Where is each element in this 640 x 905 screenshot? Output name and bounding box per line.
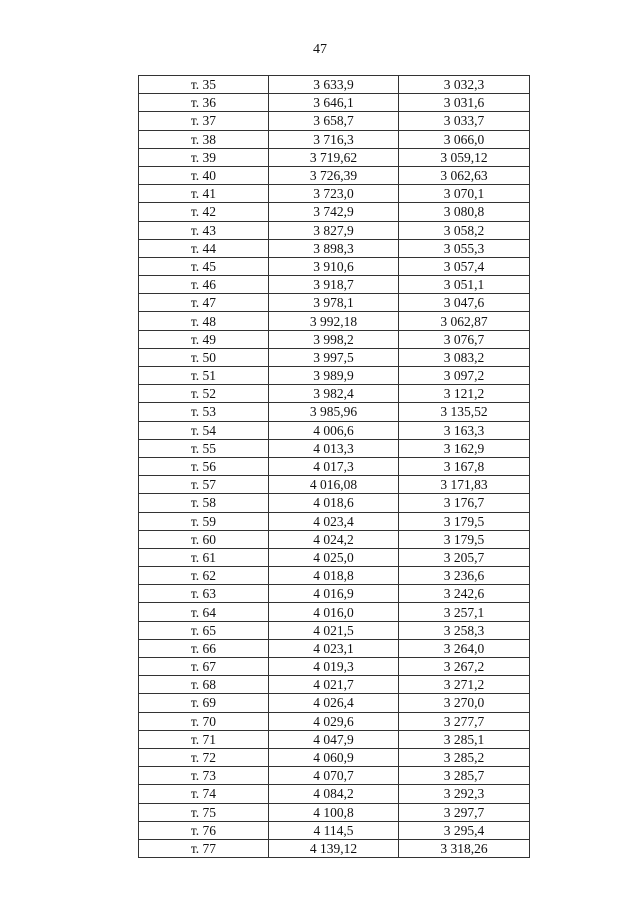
x-coordinate-cell: 4 139,12 <box>269 839 399 857</box>
x-coordinate-cell: 3 726,39 <box>269 166 399 184</box>
table-row <box>139 712 530 730</box>
y-coordinate-cell: 3 059,12 <box>399 148 530 166</box>
x-coordinate-cell: 4 060,9 <box>269 748 399 766</box>
point-label-cell: т. 59 <box>139 512 269 530</box>
point-label-cell: т. 56 <box>139 457 269 475</box>
table-row <box>139 694 530 712</box>
coordinates-table-body <box>139 76 530 858</box>
point-label-cell: т. 55 <box>139 439 269 457</box>
table-row <box>139 330 530 348</box>
point-label-cell: т. 67 <box>139 658 269 676</box>
y-coordinate-cell: 3 167,8 <box>399 457 530 475</box>
point-label-cell: т. 77 <box>139 839 269 857</box>
x-coordinate-cell: 3 918,7 <box>269 276 399 294</box>
x-coordinate-cell: 3 978,1 <box>269 294 399 312</box>
x-coordinate-cell: 4 016,08 <box>269 476 399 494</box>
x-coordinate-cell: 4 025,0 <box>269 548 399 566</box>
table-row <box>139 94 530 112</box>
x-coordinate-cell: 3 723,0 <box>269 185 399 203</box>
x-coordinate-cell: 4 026,4 <box>269 694 399 712</box>
x-coordinate-cell: 3 742,9 <box>269 203 399 221</box>
x-coordinate-cell: 4 018,6 <box>269 494 399 512</box>
y-coordinate-cell: 3 076,7 <box>399 330 530 348</box>
table-row <box>139 767 530 785</box>
table-row <box>139 312 530 330</box>
y-coordinate-cell: 3 058,2 <box>399 221 530 239</box>
coordinates-table <box>138 75 530 858</box>
point-label-cell: т. 42 <box>139 203 269 221</box>
y-coordinate-cell: 3 277,7 <box>399 712 530 730</box>
y-coordinate-cell: 3 163,3 <box>399 421 530 439</box>
x-coordinate-cell: 4 018,8 <box>269 567 399 585</box>
x-coordinate-cell: 4 047,9 <box>269 730 399 748</box>
table-row <box>139 585 530 603</box>
y-coordinate-cell: 3 032,3 <box>399 76 530 94</box>
x-coordinate-cell: 4 084,2 <box>269 785 399 803</box>
point-label-cell: т. 49 <box>139 330 269 348</box>
point-label-cell: т. 70 <box>139 712 269 730</box>
table-row <box>139 239 530 257</box>
x-coordinate-cell: 3 898,3 <box>269 239 399 257</box>
x-coordinate-cell: 3 989,9 <box>269 367 399 385</box>
point-label-cell: т. 51 <box>139 367 269 385</box>
point-label-cell: т. 36 <box>139 94 269 112</box>
table-row <box>139 457 530 475</box>
table-row <box>139 785 530 803</box>
y-coordinate-cell: 3 057,4 <box>399 257 530 275</box>
table-row <box>139 221 530 239</box>
y-coordinate-cell: 3 236,6 <box>399 567 530 585</box>
x-coordinate-cell: 4 070,7 <box>269 767 399 785</box>
point-label-cell: т. 47 <box>139 294 269 312</box>
x-coordinate-cell: 4 006,6 <box>269 421 399 439</box>
table-row <box>139 839 530 857</box>
y-coordinate-cell: 3 285,1 <box>399 730 530 748</box>
table-row <box>139 385 530 403</box>
y-coordinate-cell: 3 295,4 <box>399 821 530 839</box>
table-row <box>139 548 530 566</box>
x-coordinate-cell: 4 024,2 <box>269 530 399 548</box>
x-coordinate-cell: 4 016,0 <box>269 603 399 621</box>
point-label-cell: т. 61 <box>139 548 269 566</box>
y-coordinate-cell: 3 258,3 <box>399 621 530 639</box>
x-coordinate-cell: 4 100,8 <box>269 803 399 821</box>
y-coordinate-cell: 3 033,7 <box>399 112 530 130</box>
point-label-cell: т. 45 <box>139 257 269 275</box>
y-coordinate-cell: 3 257,1 <box>399 603 530 621</box>
point-label-cell: т. 65 <box>139 621 269 639</box>
table-row <box>139 294 530 312</box>
point-label-cell: т. 72 <box>139 748 269 766</box>
x-coordinate-cell: 4 017,3 <box>269 457 399 475</box>
table-row <box>139 276 530 294</box>
y-coordinate-cell: 3 171,83 <box>399 476 530 494</box>
point-label-cell: т. 48 <box>139 312 269 330</box>
x-coordinate-cell: 3 646,1 <box>269 94 399 112</box>
y-coordinate-cell: 3 062,63 <box>399 166 530 184</box>
y-coordinate-cell: 3 066,0 <box>399 130 530 148</box>
y-coordinate-cell: 3 062,87 <box>399 312 530 330</box>
point-label-cell: т. 73 <box>139 767 269 785</box>
table-row <box>139 403 530 421</box>
point-label-cell: т. 41 <box>139 185 269 203</box>
point-label-cell: т. 43 <box>139 221 269 239</box>
y-coordinate-cell: 3 083,2 <box>399 348 530 366</box>
point-label-cell: т. 76 <box>139 821 269 839</box>
table-row <box>139 748 530 766</box>
x-coordinate-cell: 3 992,18 <box>269 312 399 330</box>
point-label-cell: т. 44 <box>139 239 269 257</box>
table-row <box>139 494 530 512</box>
table-row <box>139 621 530 639</box>
table-row <box>139 421 530 439</box>
y-coordinate-cell: 3 264,0 <box>399 639 530 657</box>
y-coordinate-cell: 3 270,0 <box>399 694 530 712</box>
point-label-cell: т. 46 <box>139 276 269 294</box>
point-label-cell: т. 53 <box>139 403 269 421</box>
x-coordinate-cell: 3 910,6 <box>269 257 399 275</box>
y-coordinate-cell: 3 055,3 <box>399 239 530 257</box>
y-coordinate-cell: 3 271,2 <box>399 676 530 694</box>
x-coordinate-cell: 4 023,1 <box>269 639 399 657</box>
page-number: 47 <box>313 42 327 57</box>
y-coordinate-cell: 3 205,7 <box>399 548 530 566</box>
point-label-cell: т. 50 <box>139 348 269 366</box>
table-row <box>139 476 530 494</box>
table-row <box>139 821 530 839</box>
y-coordinate-cell: 3 179,5 <box>399 512 530 530</box>
table-row <box>139 166 530 184</box>
point-label-cell: т. 60 <box>139 530 269 548</box>
y-coordinate-cell: 3 031,6 <box>399 94 530 112</box>
y-coordinate-cell: 3 121,2 <box>399 385 530 403</box>
y-coordinate-cell: 3 318,26 <box>399 839 530 857</box>
x-coordinate-cell: 4 029,6 <box>269 712 399 730</box>
y-coordinate-cell: 3 242,6 <box>399 585 530 603</box>
y-coordinate-cell: 3 285,2 <box>399 748 530 766</box>
table-row <box>139 803 530 821</box>
table-row <box>139 203 530 221</box>
x-coordinate-cell: 3 658,7 <box>269 112 399 130</box>
point-label-cell: т. 39 <box>139 148 269 166</box>
table-row <box>139 257 530 275</box>
point-label-cell: т. 63 <box>139 585 269 603</box>
table-row <box>139 112 530 130</box>
y-coordinate-cell: 3 267,2 <box>399 658 530 676</box>
point-label-cell: т. 68 <box>139 676 269 694</box>
point-label-cell: т. 35 <box>139 76 269 94</box>
point-label-cell: т. 40 <box>139 166 269 184</box>
point-label-cell: т. 74 <box>139 785 269 803</box>
point-label-cell: т. 58 <box>139 494 269 512</box>
x-coordinate-cell: 4 023,4 <box>269 512 399 530</box>
point-label-cell: т. 62 <box>139 567 269 585</box>
y-coordinate-cell: 3 097,2 <box>399 367 530 385</box>
table-row <box>139 658 530 676</box>
x-coordinate-cell: 4 114,5 <box>269 821 399 839</box>
point-label-cell: т. 66 <box>139 639 269 657</box>
y-coordinate-cell: 3 179,5 <box>399 530 530 548</box>
x-coordinate-cell: 3 998,2 <box>269 330 399 348</box>
x-coordinate-cell: 3 716,3 <box>269 130 399 148</box>
table-row <box>139 530 530 548</box>
point-label-cell: т. 69 <box>139 694 269 712</box>
x-coordinate-cell: 4 016,9 <box>269 585 399 603</box>
point-label-cell: т. 57 <box>139 476 269 494</box>
y-coordinate-cell: 3 135,52 <box>399 403 530 421</box>
table-row <box>139 367 530 385</box>
table-row <box>139 185 530 203</box>
y-coordinate-cell: 3 162,9 <box>399 439 530 457</box>
point-label-cell: т. 54 <box>139 421 269 439</box>
point-label-cell: т. 71 <box>139 730 269 748</box>
y-coordinate-cell: 3 047,6 <box>399 294 530 312</box>
table-row <box>139 639 530 657</box>
y-coordinate-cell: 3 292,3 <box>399 785 530 803</box>
table-row <box>139 512 530 530</box>
table-row <box>139 148 530 166</box>
table-row <box>139 730 530 748</box>
point-label-cell: т. 52 <box>139 385 269 403</box>
x-coordinate-cell: 3 982,4 <box>269 385 399 403</box>
y-coordinate-cell: 3 051,1 <box>399 276 530 294</box>
y-coordinate-cell: 3 070,1 <box>399 185 530 203</box>
table-row <box>139 567 530 585</box>
table-row <box>139 603 530 621</box>
point-label-cell: т. 37 <box>139 112 269 130</box>
y-coordinate-cell: 3 176,7 <box>399 494 530 512</box>
point-label-cell: т. 75 <box>139 803 269 821</box>
point-label-cell: т. 38 <box>139 130 269 148</box>
point-label-cell: т. 64 <box>139 603 269 621</box>
x-coordinate-cell: 4 013,3 <box>269 439 399 457</box>
x-coordinate-cell: 3 827,9 <box>269 221 399 239</box>
x-coordinate-cell: 4 021,7 <box>269 676 399 694</box>
table-row <box>139 676 530 694</box>
y-coordinate-cell: 3 297,7 <box>399 803 530 821</box>
table-row <box>139 76 530 94</box>
x-coordinate-cell: 3 633,9 <box>269 76 399 94</box>
table-row <box>139 130 530 148</box>
x-coordinate-cell: 3 719,62 <box>269 148 399 166</box>
x-coordinate-cell: 3 997,5 <box>269 348 399 366</box>
y-coordinate-cell: 3 285,7 <box>399 767 530 785</box>
y-coordinate-cell: 3 080,8 <box>399 203 530 221</box>
table-row <box>139 439 530 457</box>
x-coordinate-cell: 4 019,3 <box>269 658 399 676</box>
x-coordinate-cell: 4 021,5 <box>269 621 399 639</box>
table-row <box>139 348 530 366</box>
x-coordinate-cell: 3 985,96 <box>269 403 399 421</box>
